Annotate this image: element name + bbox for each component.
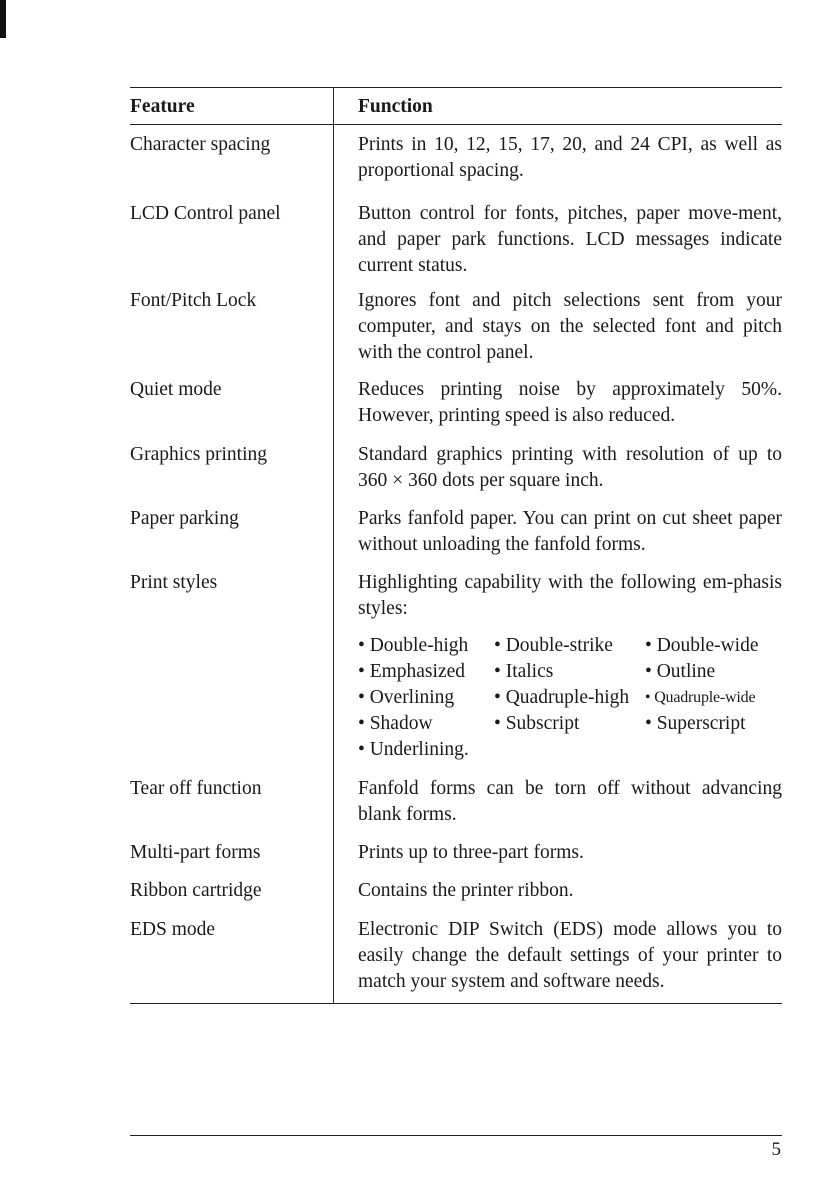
feature-graphics-printing: Graphics printing [130, 444, 268, 465]
function-tear-off-function: Fanfold forms can be torn off without advancing blank forms. [358, 778, 782, 825]
print-styles-list [358, 633, 782, 763]
function-graphics-printing: Standard graphics printing with resolution of up to 360 × 360 dots per square inch. [358, 444, 782, 491]
function-font-pitch-lock: Ignores font and pitch selections sent from your computer, and stays on the selected font and pitch with the control panel. [358, 290, 782, 363]
style-overlining: • Overlining [358, 687, 455, 708]
feature-eds-mode: EDS mode [130, 919, 216, 940]
style-shadow: • Shadow [358, 713, 433, 734]
function-print-styles: Highlighting capability with the following em-phasis styles: [358, 572, 782, 619]
style-double-strike: • Double-strike [494, 635, 613, 656]
header-function: Function [358, 96, 433, 117]
style-double-wide: • Double-wide [645, 635, 759, 656]
feature-tear-off-function: Tear off function [130, 778, 262, 799]
function-ribbon-cartridge: Contains the printer ribbon. [358, 880, 574, 901]
style-subscript: • Subscript [494, 713, 580, 734]
feature-font-pitch-lock: Font/Pitch Lock [130, 290, 257, 311]
page-number: 5 [771, 1139, 781, 1160]
feature-paper-parking: Paper parking [130, 508, 239, 529]
list-item [358, 685, 782, 711]
header-divider [130, 124, 782, 125]
list-item [358, 659, 782, 685]
function-multi-part-forms: Prints up to three-part forms. [358, 842, 584, 863]
function-eds-mode: Electronic DIP Switch (EDS) mode allows you to easily change the default settings of your printer to match your system and software needs. [358, 919, 782, 992]
list-item [358, 711, 782, 737]
feature-character-spacing: Character spacing [130, 134, 271, 155]
style-quadruple-high: • Quadruple-high [494, 687, 630, 708]
function-character-spacing: Prints in 10, 12, 15, 17, 20, and 24 CPI, as well as proportional spacing. [358, 134, 782, 181]
function-lcd-control-panel: Button control for fonts, pitches, paper move-ment, and paper park functions. LCD messages indicate current status. [358, 203, 782, 276]
style-outline: • Outline [645, 661, 716, 682]
style-quadruple-wide: • Quadruple-wide [645, 689, 756, 706]
style-underlining: • Underlining. [358, 739, 469, 760]
column-divider [333, 88, 334, 1003]
style-emphasized: • Emphasized [358, 661, 466, 682]
feature-multi-part-forms: Multi-part forms [130, 842, 261, 863]
footer-divider [130, 1135, 782, 1136]
page-edge-mark [0, 0, 6, 38]
function-quiet-mode: Reduces printing noise by approximately 50%. However, printing speed is also reduced. [358, 379, 782, 426]
feature-print-styles: Print styles [130, 572, 218, 593]
style-superscript: • Superscript [645, 713, 746, 734]
feature-ribbon-cartridge: Ribbon cartridge [130, 880, 262, 901]
style-double-high: • Double-high [358, 635, 469, 656]
header-feature: Feature [130, 96, 195, 117]
feature-lcd-control-panel: LCD Control panel [130, 203, 281, 224]
style-italics: • Italics [494, 661, 554, 682]
list-item [358, 633, 782, 659]
list-item [358, 737, 782, 763]
features-table [130, 87, 782, 1004]
feature-quiet-mode: Quiet mode [130, 379, 222, 400]
function-paper-parking: Parks fanfold paper. You can print on cut sheet paper without unloading the fanfold forms. [358, 508, 782, 555]
